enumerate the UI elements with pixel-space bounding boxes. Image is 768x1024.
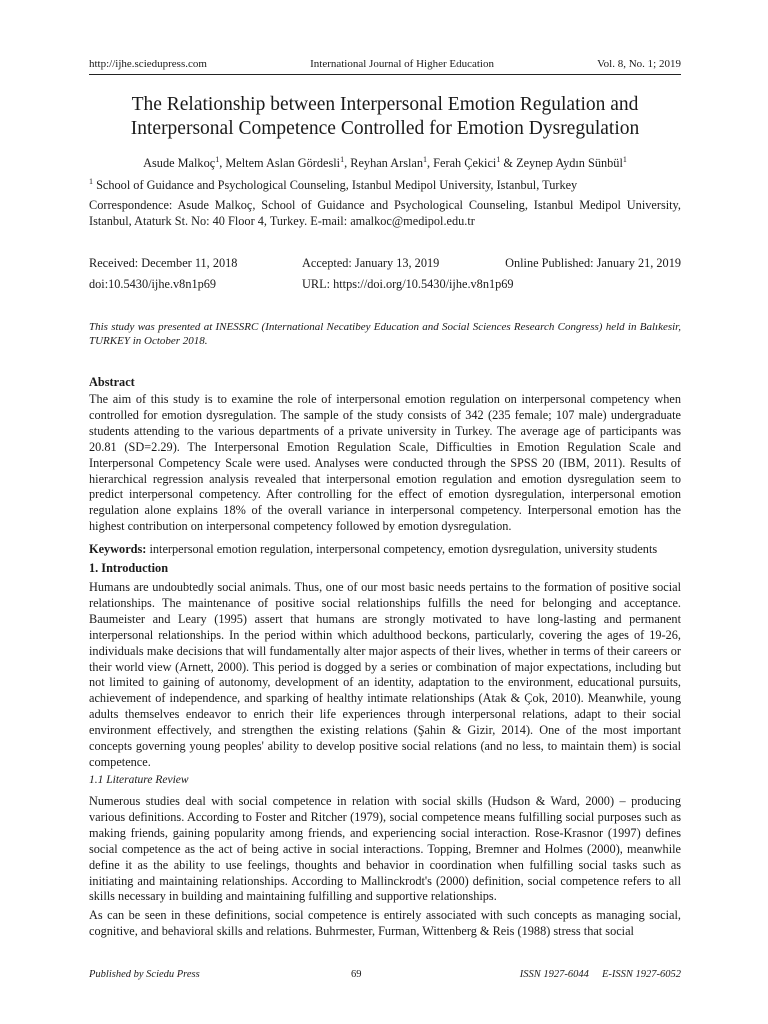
author-affiliation-mark: 1 (496, 154, 501, 164)
journal-name: International Journal of Higher Education (310, 58, 494, 70)
author-name: Asude Malkoç (143, 156, 216, 170)
author-name: Ferah Çekici (433, 156, 497, 170)
abstract-text: The aim of this study is to examine the role of interpersonal emotion regulation on interpersonal competency when controlled for emotion dysregulation. The sample of the study consists of 342 (235 female; 107 male) undergraduate students attending to the various departments of a private university in Turkey. The average age of participants was 20.81 (SD=2.29). The Interpersonal Emotion Regulation Scale, Difficulties in Emotion Regulation Scale and Interpersonal Competency Scale were used. Analyses were conducted through the SPSS 20 (IBM, 2011). Results of hierarchical regression analysis revealed that interpersonal emotion regulation and emotion dysregulation seem to predict interpersonal competency. After controlling for the effect of emotion dysregulation, interpersonal emotion regulation alone explains 18% of the overall variance in interpersonal competency. Interpersonal emotion has the highest contribution on interpersonal competency followed by emotion dysregulation. (89, 392, 681, 534)
lit-review-paragraph: Numerous studies deal with social competence in relation with social skills (Hudson & Ward, 2000) – producing various definitions. According to Foster and Ritcher (1979), social competence means fulfilling social purposes such as making friends, gaining popularity among friends, and experiencing social interaction. Rose-Krasnor (1997) defines social competence as the act of being active in social interactions. Topping, Bremner and Holmes (2000), meanwhile define it as the ability to use feelings, thoughts and behavior in coordination when fulfilling social tasks such as initiating and maintaining relationships. According to Mallinckrodt's (2000) definition, social competence refers to all skills necessary in building and maintaining fulfilling and supportive relationships. (89, 794, 681, 904)
author-separator: , (219, 156, 226, 170)
issn: ISSN 1927-6044 E-ISSN 1927-6052 (519, 969, 681, 980)
page-number: 69 (351, 969, 362, 980)
lit-review-heading: 1.1 Literature Review (89, 774, 189, 786)
author-separator: , (427, 156, 434, 170)
author-name: Reyhan Arslan (350, 156, 424, 170)
author-affiliation-mark: 1 (622, 154, 627, 164)
author-affiliation-mark: 1 (423, 154, 428, 164)
author-affiliation-mark: 1 (215, 154, 220, 164)
author-name: Zeynep Aydın Sünbül (516, 156, 623, 170)
correspondence: Correspondence: Asude Malkoç, School of Guidance and Psychological Counseling, Istanbul Medipol University, Istanbul, Ataturk St. No: 40 Floor 4, Turkey. E-mail: amalkoc@medipol.edu.tr (89, 198, 681, 228)
publisher: Published by Sciedu Press (89, 969, 200, 980)
affiliation-mark: 1 (89, 176, 93, 186)
abstract-heading: Abstract (89, 375, 135, 389)
published-date: Online Published: January 21, 2019 (505, 256, 681, 270)
keywords (89, 542, 681, 558)
keywords-label: Keywords: (89, 542, 147, 556)
paper-title-line: The Relationship between Interpersonal Emotion Regulation and (131, 94, 639, 115)
author-list (89, 156, 681, 171)
intro-text: Humans are undoubtedly social animals. Thus, one of our most basic needs pertains to the formation of positive social relationships. The maintenance of positive social relationships fulfills the need for belonging and acceptance. Baumeister and Leary (1995) assert that humans are strongly motivated to have long-lasting and permanent interpersonal relationships. In the period within which adulthood beckons, particularly, covering the ages of 19-26, individuals make decisions that will fundamentally alter major aspects of their lives, whether in terms of their careers or their world view (Arnett, 2000). This period is dogged by a series or combination of major expectations, including but not limited to gaining of autonomy, development of an identity, adaptation to the environment, educational pursuits, achievement of independence, and sparking of healthy intimate relationships (Atak & Çok, 2010). Meanwhile, young adults themselves endeavor to enrich their life experiences through interpersonal relations, adapt to their social environment effectively, and strengthen the existing relations (Şahin & Gizir, 2014). One of the most important concepts governing young peoples' ability to develop positive social relations (and no less, to maintain them) is social competence. (89, 580, 681, 769)
author-separator: , (344, 156, 351, 170)
volume-info: Vol. 8, No. 1; 2019 (597, 58, 681, 70)
affiliation-text: School of Guidance and Psychological Counseling, Istanbul Medipol University, Istanbul, Turkey (93, 178, 578, 192)
author-separator: & (500, 156, 517, 170)
header-divider (89, 74, 681, 75)
lit-review-paragraph: As can be seen in these definitions, social competence is entirely associated with such concepts as managing social, cognitive, and behavioral skills and relations. Buhrmester, Furman, Wittenberg & Reis (1988) stress that social (89, 908, 681, 938)
study-note: This study was presented at INESSRC (International Necatibey Education and Social Sciences Research Congress) held in Balıkesir, TURKEY in October 2018. (89, 321, 681, 347)
paper-title-line: Interpersonal Competence Controlled for Emotion Dysregulation (130, 118, 640, 139)
paper-title (89, 93, 681, 141)
running-header (89, 58, 681, 71)
intro-heading: 1. Introduction (89, 561, 169, 575)
author-affiliation-mark: 1 (340, 154, 345, 164)
journal-url-link[interactable]: http://ijhe.sciedupress.com (89, 58, 207, 70)
received-date: Received: December 11, 2018 (89, 256, 238, 270)
author-name: Meltem Aslan Gördesli (225, 156, 341, 170)
doi-url-link[interactable]: URL: https://doi.org/10.5430/ijhe.v8n1p69 (302, 277, 514, 291)
keywords-text: interpersonal emotion regulation, interpersonal competency, emotion dysregulation, university students (146, 542, 658, 556)
doi: doi:10.5430/ijhe.v8n1p69 (89, 277, 217, 291)
accepted-date: Accepted: January 13, 2019 (302, 256, 440, 270)
affiliation (89, 178, 681, 193)
